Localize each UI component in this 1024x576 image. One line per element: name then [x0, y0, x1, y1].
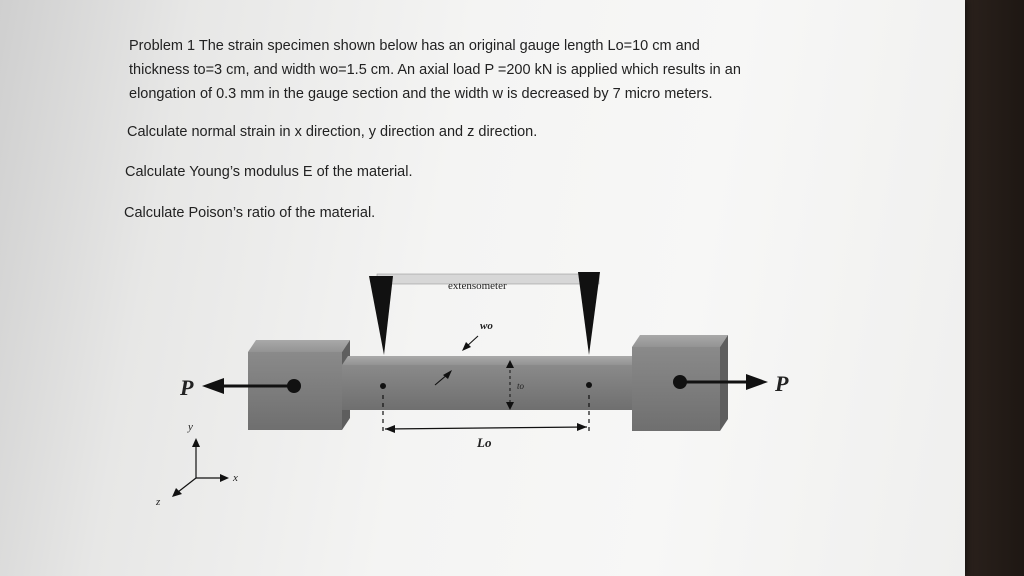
- gauge-length-label: Lo: [477, 435, 492, 450]
- axis-x-label: x: [233, 472, 238, 484]
- extensometer-label: extensometer: [448, 280, 507, 292]
- problem-line-2: thickness to=3 cm, and width wo=1.5 cm. An axial load P =200 kN is applied which results in an: [129, 62, 741, 78]
- axis-z-label: z: [156, 496, 161, 508]
- problem-line-1: Problem 1 The strain specimen shown below has an original gauge length Lo=10 cm and: [129, 38, 700, 54]
- right-load-label: P: [775, 371, 789, 396]
- width-label: wo: [480, 320, 493, 332]
- thickness-label: to: [517, 381, 525, 391]
- problem-line-3: elongation of 0.3 mm in the gauge section and the width w is decreased by 7 micro meters.: [129, 86, 713, 102]
- task-poisson-ratio: Calculate Poison’s ratio of the material.: [124, 205, 376, 221]
- extensometer: [369, 272, 600, 355]
- table-edge: [965, 0, 1024, 576]
- task-strain: Calculate normal strain in x direction, y direction and z direction.: [127, 124, 538, 140]
- left-load-label: P: [180, 375, 194, 400]
- specimen: [248, 335, 728, 431]
- coordinate-axes: [155, 421, 238, 508]
- axis-y-label: y: [188, 421, 193, 433]
- task-youngs-modulus: Calculate Young’s modulus E of the material.: [125, 164, 413, 180]
